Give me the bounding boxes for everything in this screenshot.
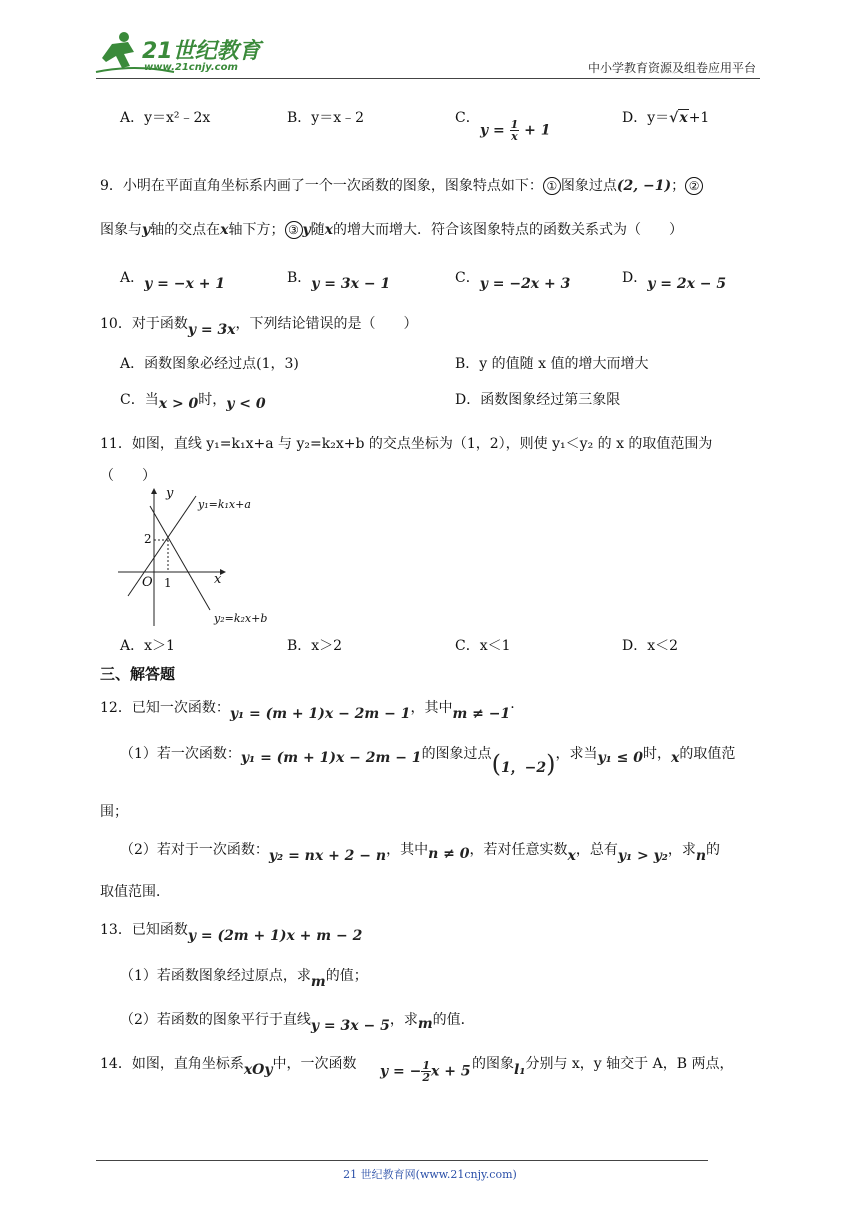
site-logo xyxy=(94,28,264,78)
q10-option-d: D．函数图象经过第三象限 xyxy=(455,392,621,408)
graph-tick-1: 1 xyxy=(164,576,172,590)
q9-line-2: 图象与y轴的交点在x轴下方； ③ y随x的增大而增大．符合该图象特点的函数关系式为（ ） xyxy=(100,222,683,238)
graph-x-label: x xyxy=(214,572,222,587)
site-tagline: 中小学教育资源及组卷应用平台 xyxy=(587,61,756,75)
q8-option-d: D．y＝√x+1 xyxy=(622,110,710,126)
logo-text: 21世纪教育 xyxy=(142,39,261,64)
graph-y-label: y xyxy=(166,486,174,501)
q9-option-d: D．y = 2x − 5 xyxy=(622,270,727,292)
q11-option-d: D．x＜2 xyxy=(622,638,679,654)
graph-y-arrow-icon xyxy=(151,488,157,494)
q9-option-b: B．y = 3x − 1 xyxy=(287,270,391,292)
q12-part-1-line-2: 围； xyxy=(100,804,128,820)
q11-option-b: B．x＞2 xyxy=(287,638,343,654)
q14-stem: 14．如图，直角坐标系xOy中，一次函数 xyxy=(100,1056,357,1078)
q9-option-c: C．y = −2x + 3 xyxy=(455,270,571,292)
graph-origin-label: O xyxy=(142,575,153,590)
q12-part-2: （2）若对于一次函数：y₂ = nx + 2 − n，其中n ≠ 0，若对任意实数x，总有y₁ > y₂，求n的 xyxy=(120,842,721,864)
q10-stem: 10．对于函数y = 3x，下列结论错误的是（ ） xyxy=(100,316,418,338)
q13-part-1: （1）若函数图象经过原点，求m的值； xyxy=(120,968,368,990)
q10-option-a: A．函数图象必经过点(1，3) xyxy=(120,356,299,372)
graph-line-y1-label: y₁=k₁x+a xyxy=(198,498,251,511)
q8-option-c-formula: y = $\frac{1}{x}$ + 1 xyxy=(480,118,551,143)
q11-graph xyxy=(114,486,284,632)
graph-line-y2 xyxy=(150,506,210,610)
header-divider xyxy=(96,78,760,79)
q9-line-1: 9．小明在平面直角坐标系内画了一个一次函数的图象，图象特点如下： ① 图象过点(2, −1)； ② xyxy=(100,176,703,196)
q9-option-a: A．y = −x + 1 xyxy=(120,270,226,292)
graph-tick-2: 2 xyxy=(144,532,152,546)
q11-option-c: C．x＜1 xyxy=(455,638,511,654)
q11-stem-line-1: 11．如图，直线 y₁=k₁x+a 与 y₂=k₂x+b 的交点坐标为（1，2），则使 y₁＜y₂ 的 x 的取值范围为 xyxy=(100,436,713,452)
q11-option-a: A．x＞1 xyxy=(120,638,175,654)
graph-line-y1 xyxy=(128,496,196,596)
q13-stem: 13．已知函数y = (2m + 1)x + m − 2 xyxy=(100,922,363,944)
q12-stem: 12．已知一次函数：y₁ = (m + 1)x − 2m − 1，其中m ≠ −1· xyxy=(100,700,515,722)
footer-text: 21 世纪教育网(www.21cnjy.com) xyxy=(343,1168,517,1181)
q8-option-c-label: C． xyxy=(455,110,480,126)
section-heading: 三、解答题 xyxy=(100,665,176,683)
graph-line-y2-label: y₂=k₂x+b xyxy=(214,612,268,625)
q8-option-a: A．y＝x²﹣2x xyxy=(120,110,211,126)
q8-option-b: B．y＝x﹣2 xyxy=(287,110,364,126)
q11-stem-line-2: （ ） xyxy=(100,468,156,484)
q14-stem-tail: 的图象l₁分别与 x，y 轴交于 A，B 两点， xyxy=(472,1056,734,1078)
q12-part-1: （1）若一次函数：y₁ = (m + 1)x − 2m − 1的图象过点(1，−2)，求当y₁ ≤ 0时，x的取值范 xyxy=(120,746,736,778)
q10-option-c: C．当x > 0时，y < 0 xyxy=(120,392,266,412)
q14-function: y = − $\frac{1}{2}$ x + 5 xyxy=(380,1059,471,1084)
q13-part-2: （2）若函数的图象平行于直线y = 3x − 5，求m的值． xyxy=(120,1012,475,1034)
q10-option-b: B．y 的值随 x 值的增大而增大 xyxy=(455,356,649,372)
logo-url: www.21cnjy.com xyxy=(144,62,238,73)
footer-divider xyxy=(96,1160,708,1161)
q12-part-2-line-2: 取值范围． xyxy=(100,884,170,900)
